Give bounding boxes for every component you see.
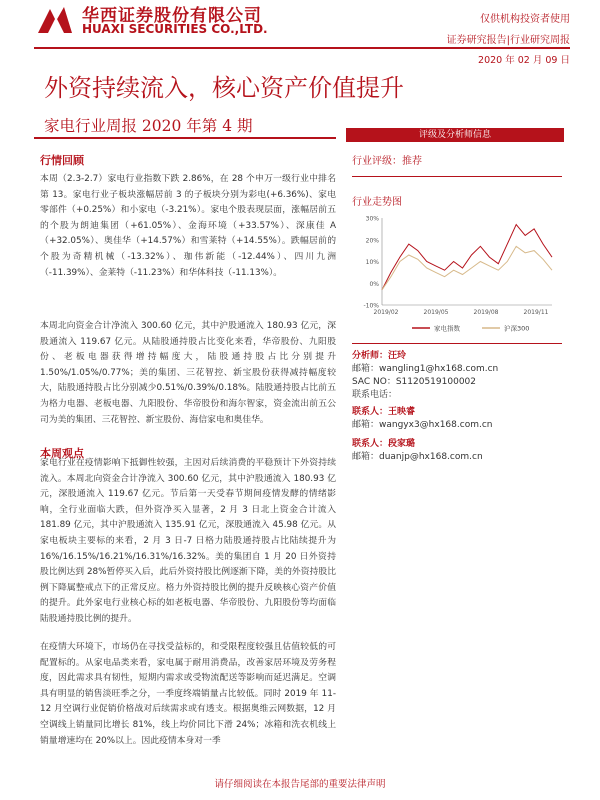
report-category: 证券研究报告|行业研究周报 — [446, 35, 570, 46]
title-divider — [34, 137, 336, 139]
report-subtitle: 家电行业周报 2020 年第 4 期 — [44, 117, 253, 135]
y-tick-label: 10% — [365, 259, 379, 266]
y-tick-label: 30% — [365, 215, 379, 223]
report-title: 外资持续流入，核心资产价值提升 — [44, 74, 404, 102]
series-line-1 — [382, 246, 552, 289]
contact-email-2[interactable]: 邮箱：duanjp@hx168.com.cn — [352, 452, 483, 462]
analyst-sac: SAC NO：S1120519100002 — [352, 377, 476, 387]
section-heading-review: 行情回顾 — [40, 154, 84, 167]
audience-note: 仅供机构投资者使用 — [480, 14, 570, 25]
header-divider — [34, 47, 570, 49]
analyst-email[interactable]: 邮箱：wangling1@hx168.com.cn — [352, 364, 499, 374]
contact-block-2 — [352, 438, 483, 464]
y-tick-label: -10% — [363, 302, 379, 310]
company-name-cn: 华西证券股份有限公司 — [82, 6, 262, 26]
section-heading-view: 本周观点 — [40, 447, 84, 460]
contact-block-1 — [352, 406, 492, 432]
industry-rating: 行业评级：推荐 — [352, 156, 422, 167]
view-paragraph-1: 家电行业在疫情影响下抵御性较强，主因对后续消费的平稳预计下外资持续流入。本周北向资金合计净流入 300.60 亿元，其中沪股通流入 180.93 亿元，深股通流入 119.67 亿元。节后第一天受春节期间疫情发酵的情绪影响，全行业面临大跌，但外资净买入显著，2 月 3 日北上资金合计流入 181.89 亿元，其中沪股通流入 135.91 亿元，深股通流入 45.98 亿元。从家电板块主要标的来看，2 月 3 日-7 日格力陆股通持股占比陆续提升为 16%/16.15%/16.21%/16.31%/16.32%。美的集团自 1 月 20 日外资持股比例达到 28%暂停买入后，此后外资持股比例逐渐下降，美的外资持股比例下降属整戒点下的正常反应。格力外资持股比例的提升反映核心资产价值的提升。此外家电行业核心标的如老板电器、华帝股份、九阳股份等均面临陆股通持股比例的提升。 — [40, 458, 336, 624]
contact-name-1: 联系人：王映睿 — [352, 407, 416, 417]
contact-name-2: 联系人：段家璐 — [352, 439, 416, 449]
analyst-name: 分析师：汪玲 — [352, 351, 407, 361]
x-tick-label: 2019/05 — [423, 309, 449, 316]
trend-chart-title: 行业走势图 — [352, 197, 402, 208]
huaxi-logo-icon — [34, 3, 76, 37]
x-tick-label: 2019/08 — [473, 309, 499, 316]
x-tick-label: 2019/02 — [373, 309, 399, 316]
analyst-block — [352, 350, 498, 402]
x-tick-label: 2019/11 — [523, 309, 549, 316]
legend-label-1: 沪深300 — [504, 324, 530, 333]
chart-divider — [352, 343, 562, 344]
industry-trend-chart — [352, 210, 564, 340]
report-date: 2020 年 02 月 09 日 — [478, 55, 570, 66]
y-tick-label: 20% — [365, 237, 379, 245]
view-paragraph-2: 在疫情大环境下，市场仍在寻找受益标的，和受限程度较强且估值较低的可配置标的。从家电品类来看，家电属于耐用消费品，改善家居环境及劳务程度，因此需求具有韧性，短期内需求或受物流配送等影响而延迟满足。空调具有明显的销售淡旺季之分，一季度终端销量占比较低。同时 2019 年 11-12 月空调行业促销价格战对后续需求或有透支。根据奥维云网数据，12 月空调线上销量同比增长 81%，线上均价同比下滑 24%；冰箱和洗衣机线上销量增速均在 20%以上。因此疫情本身对一季 — [40, 642, 336, 746]
review-paragraph-2: 本周北向资金合计净流入 300.60 亿元，其中沪股通流入 180.93 亿元，深股通流入 119.67 亿元。从陆股通持股占比变化来看，华帝股份、九阳股份、老板电器获得增持幅度大，陆股通持股占比分别提升 1.50%/1.05%/0.77%；美的集团、三花智控、新宝股份获得减持幅度较大，陆股通持股占比分别减少0.51%/0.39%/0.18%。陆股通持股占比前五为格力电器、老板电器、九阳股份、华帝股份和海尔智家，资金流出前五公司为美的集团、三花智控、新宝股份、海信家电和奥佳华。 — [40, 321, 336, 425]
legend-label-0: 家电指数 — [434, 324, 460, 333]
company-name-en: HUAXI SECURITIES CO.,LTD. — [82, 22, 268, 36]
y-tick-label: 0% — [369, 280, 379, 288]
sidebar-header: 评级及分析师信息 — [346, 128, 564, 142]
analyst-phone: 联系电话： — [352, 390, 398, 400]
legal-notice-footer[interactable]: 请仔细阅读在本报告尾部的重要法律声明 — [214, 779, 386, 790]
review-paragraph-1: 本周（2.3-2.7）家电行业指数下跌 2.86%，在 28 个申万一级行业中排名第 13。家电行业子板块涨幅居前 3 的子板块分别为彩电(+6.36%)、家电零部件（+0.25%）和小家电（-3.21%）。家电个股表现层面，涨幅居前五的个股为朗迪集团（+61.05%）、金海环境（+33.57%）、深康佳 A（+32.05%）、奥佳华（+14.57%）和雪莱特（+14.55%）。跌幅居前的个股为奇精机械（-13.32%）、珈伟新能（-12.44%）、四川九洲（-11.39%）、金莱特（-11.23%）和华体科技（-11.13%）。 — [40, 174, 336, 278]
series-line-0 — [382, 225, 552, 290]
contact-email-1[interactable]: 邮箱：wangyx3@hx168.com.cn — [352, 420, 493, 430]
rating-divider — [352, 176, 562, 177]
